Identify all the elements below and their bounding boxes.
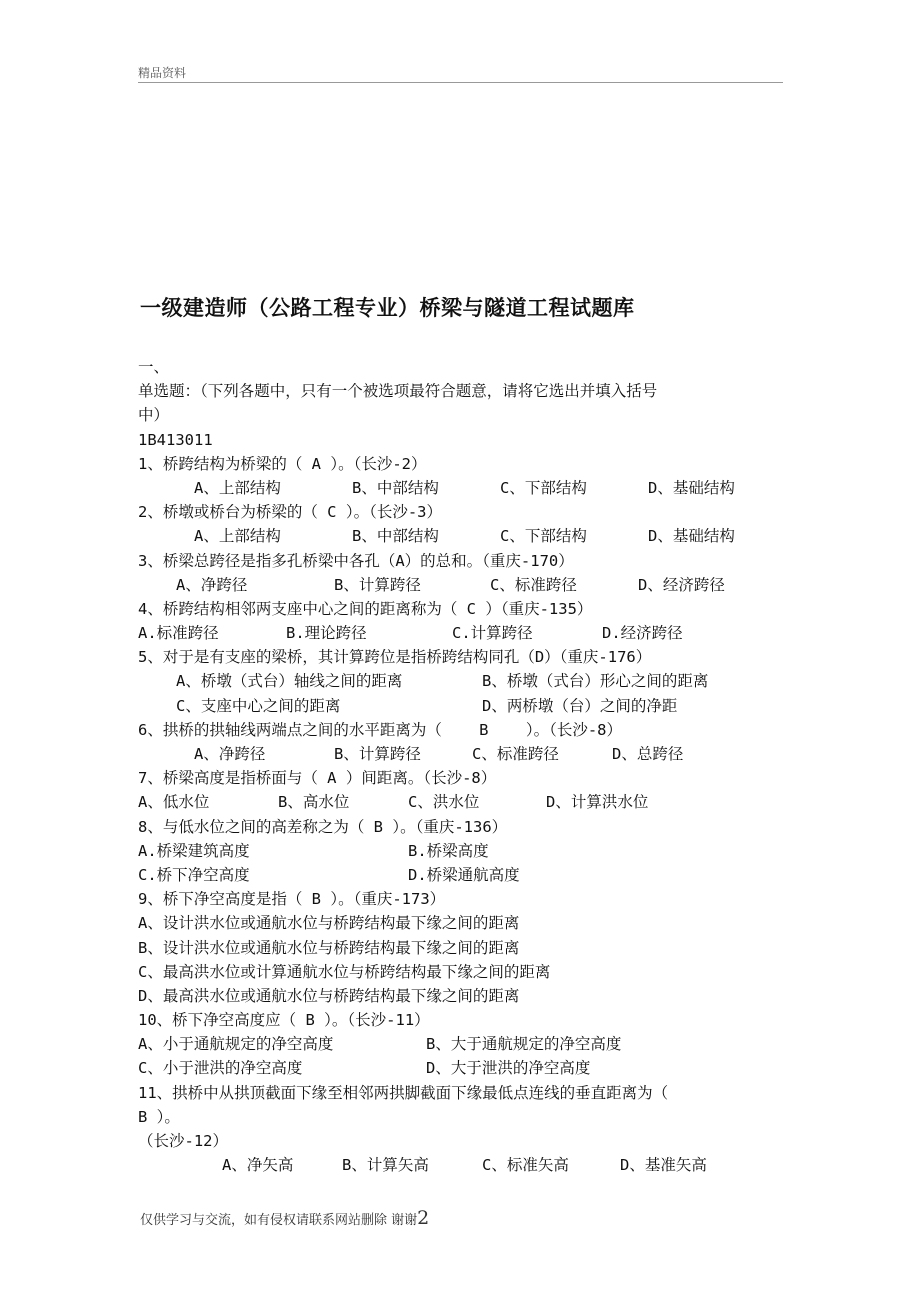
- question-3-options: [138, 573, 783, 597]
- document-body: [138, 355, 783, 1177]
- option: B、计算跨径: [334, 575, 421, 594]
- question-2: 2、桥墩或桥台为桥梁的（ C ）。（长沙-3）: [138, 503, 442, 522]
- option: A、桥墩（式台）轴线之间的距离: [176, 672, 403, 691]
- section-heading-line2: 中）: [138, 406, 170, 425]
- option: B、高水位: [278, 793, 350, 812]
- option: D.桥梁通航高度: [408, 865, 520, 884]
- option: B、计算矢高: [342, 1156, 429, 1175]
- option: C、标准矢高: [482, 1156, 569, 1175]
- question-9-option-b: B、设计洪水位或通航水位与桥跨结构最下缘之间的距离: [138, 938, 520, 957]
- option: A.标准跨径: [138, 624, 219, 643]
- option: A、净矢高: [222, 1156, 294, 1175]
- option: A、净跨径: [194, 745, 266, 763]
- question-9: 9、桥下净空高度是指（ B ）。（重庆-173）: [138, 890, 446, 909]
- option: A、小于通航规定的净空高度: [138, 1035, 334, 1054]
- option: B.桥梁高度: [408, 841, 489, 860]
- option: B、大于通航规定的净空高度: [426, 1035, 622, 1054]
- question-9-option-c: C、最高洪水位或计算通航水位与桥跨结构最下缘之间的距离: [138, 962, 551, 981]
- question-5-options-row2: [138, 694, 783, 718]
- page-footer: [140, 1207, 429, 1229]
- option: C.桥下净空高度: [138, 865, 250, 884]
- question-10: 10、桥下净空高度应（ B ）。（长沙-11）: [138, 1011, 430, 1030]
- option: A、上部结构: [194, 527, 281, 546]
- option: C.计算跨径: [452, 624, 533, 643]
- question-10-options-row1: [138, 1032, 783, 1056]
- option: D、总跨径: [612, 745, 684, 763]
- option: B、桥墩（式台）形心之间的距离: [482, 672, 709, 691]
- option: C、下部结构: [500, 527, 587, 546]
- option: A.桥梁建筑高度: [138, 841, 250, 860]
- question-9-option-a: A、设计洪水位或通航水位与桥跨结构最下缘之间的距离: [138, 914, 520, 933]
- question-11-options: [138, 1153, 783, 1177]
- option: D、计算洪水位: [546, 793, 649, 812]
- option: C、洪水位: [408, 793, 480, 812]
- question-5-options-row1: [138, 669, 783, 693]
- question-1: 1、桥跨结构为桥梁的（ A ）。（长沙-2）: [138, 454, 427, 473]
- question-4: 4、桥跨结构相邻两支座中心之间的距离称为（ C ）（重庆-135）: [138, 599, 593, 618]
- page-header: 精品资料: [138, 66, 187, 80]
- option: B.理论跨径: [286, 624, 367, 643]
- option: C、支座中心之间的距离: [176, 696, 341, 715]
- option: C、下部结构: [500, 478, 587, 497]
- question-11-line3: （长沙-12）: [138, 1132, 228, 1150]
- question-1-options: [138, 476, 783, 500]
- option: C、小于泄洪的净空高度: [138, 1059, 303, 1078]
- question-7: 7、桥梁高度是指桥面与（ A ）间距离。（长沙-8）: [138, 769, 497, 788]
- question-8-options-row1: [138, 839, 783, 863]
- question-11-line1: 11、拱桥中从拱顶截面下缘至相邻两拱脚截面下缘最低点连线的垂直距离为（: [138, 1083, 669, 1102]
- option: B、中部结构: [352, 527, 439, 546]
- question-8: 8、与低水位之间的高差称之为（ B ）。（重庆-136）: [138, 817, 508, 836]
- question-11-line2: B ）。: [138, 1107, 180, 1126]
- option: D、基准矢高: [620, 1156, 707, 1175]
- option: D、经济跨径: [638, 575, 725, 594]
- footer-text: 仅供学习与交流，如有侵权请联系网站删除 谢谢: [140, 1213, 418, 1228]
- option: B、中部结构: [352, 478, 439, 497]
- section-code: 1B413011: [138, 430, 213, 449]
- option: D.经济跨径: [602, 624, 683, 643]
- question-5: 5、对于是有支座的梁桥，其计算跨位是指桥跨结构同孔（D）（重庆-176）: [138, 648, 652, 667]
- question-6: 6、拱桥的拱轴线两端点之间的水平距离为（ B ）。（长沙-8）: [138, 720, 622, 739]
- question-9-option-d: D、最高洪水位或通航水位与桥跨结构最下缘之间的距离: [138, 986, 520, 1005]
- option: A、低水位: [138, 793, 210, 812]
- question-4-options: [138, 621, 783, 645]
- option: D、基础结构: [648, 527, 735, 546]
- option: C、标准跨径: [490, 575, 577, 594]
- option: D、大于泄洪的净空高度: [426, 1059, 591, 1078]
- question-8-options-row2: [138, 863, 783, 887]
- header-rule: [138, 82, 783, 83]
- section-heading-line1: 单选题：（下列各题中，只有一个被选项最符合题意，请将它选出并填入括号: [138, 382, 658, 401]
- section-number: 一、: [138, 358, 170, 376]
- page-number: 2: [417, 1207, 430, 1229]
- option: B、计算跨径: [334, 745, 421, 763]
- question-2-options: [138, 524, 783, 548]
- option: C、标准跨径: [472, 745, 559, 763]
- question-6-options: [138, 742, 783, 766]
- document-title: 一级建造师（公路工程专业）桥梁与隧道工程试题库: [140, 296, 635, 320]
- option: A、净跨径: [176, 575, 248, 594]
- option: A、上部结构: [194, 478, 281, 497]
- question-3: 3、桥梁总跨径是指多孔桥梁中各孔（A）的总和。（重庆-170）: [138, 551, 574, 570]
- question-7-options: [138, 790, 783, 814]
- option: D、基础结构: [648, 478, 735, 497]
- option: D、两桥墩（台）之间的净距: [482, 696, 678, 715]
- question-10-options-row2: [138, 1056, 783, 1080]
